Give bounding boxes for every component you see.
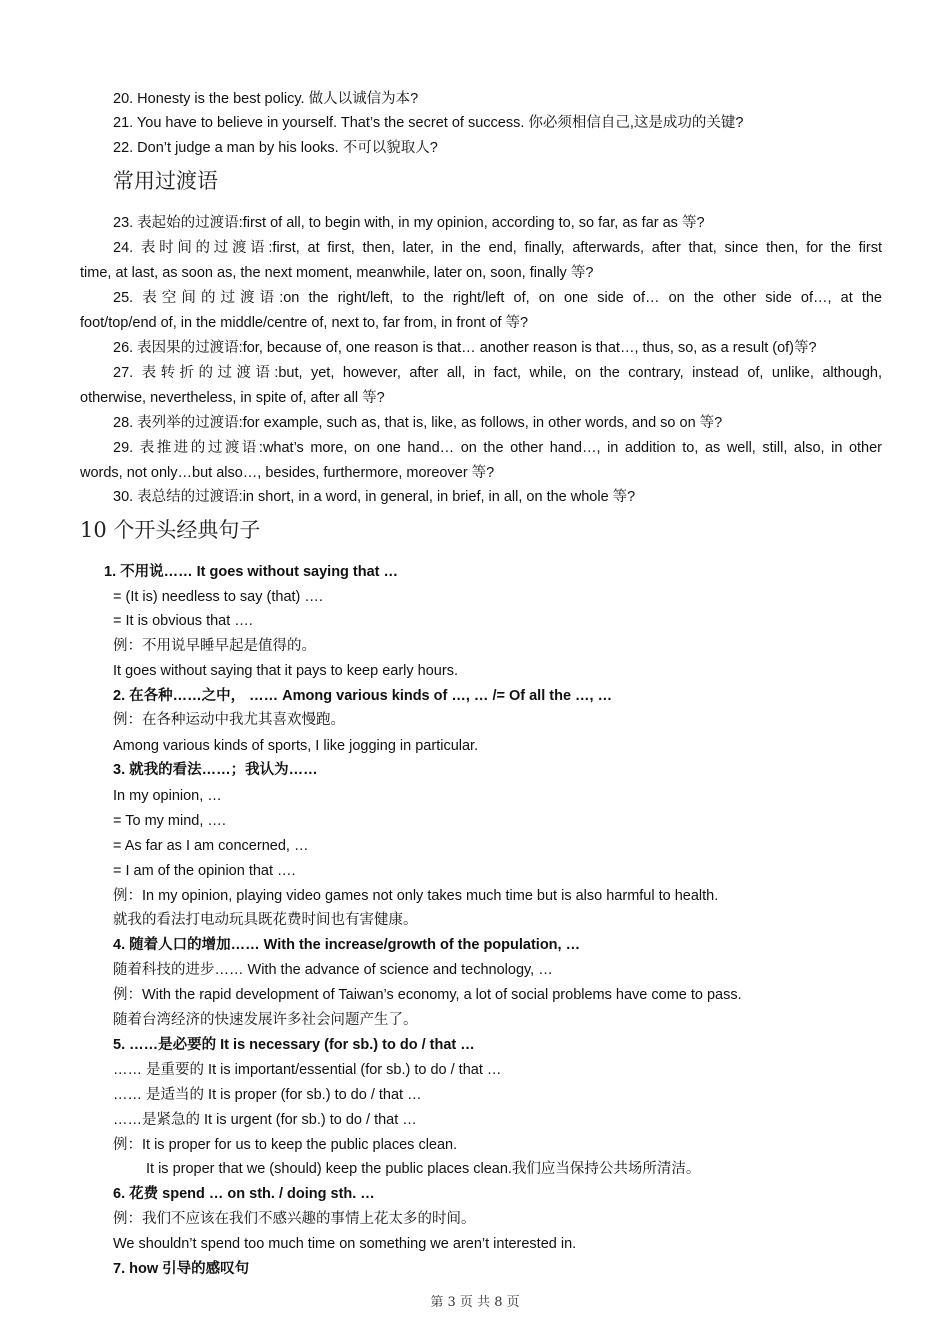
opener-example: 例：我们不应该在我们不感兴趣的事情上花太多的时间。 [113,1211,476,1227]
transition-item-26: 26. 表因果的过渡语:for, because of, one reason is that… another reason is that…, thus, so, as a result (of)等? [113,340,817,356]
transition-item-24-cont: time, at last, as soon as, the next moment, meanwhile, later on, soon, finally 等? [80,265,594,281]
proverb-21: 21. You have to believe in yourself. That’s the secret of success. 你必须相信自己,这是成功的关键? [113,115,744,131]
opener-line: It is proper that we (should) keep the public places clean.我们应当保持公共场所清洁。 [146,1161,701,1177]
opener-line: = I am of the opinion that …. [113,863,296,879]
transition-item-28: 28. 表列举的过渡语:for example, such as, that is, like, as follows, in other words, and so on 等? [113,415,723,431]
opener-line: 就我的看法打电动玩具既花费时间也有害健康。 [113,912,418,928]
opener-heading-7: 7. how 引导的感叹句 [113,1261,250,1277]
opener-line: = To my mind, …. [113,813,226,829]
page-number-footer: 第 3 页 共 8 页 [430,1295,520,1310]
opener-heading-3: 3. 就我的看法……；我认为…… [113,762,318,778]
opener-line: 随着台湾经济的快速发展许多社会问题产生了。 [113,1012,418,1028]
opener-heading-6: 6. 花费 spend … on sth. / doing sth. … [113,1186,375,1202]
opener-example: 例：In my opinion, playing video games not only takes much time but is also harmful to health. [113,888,719,904]
proverb-20: 20. Honesty is the best policy. 做人以诚信为本? [113,91,419,107]
transition-item-27-cont: otherwise, nevertheless, in spite of, after all 等? [80,390,385,406]
opener-line: In my opinion, … [113,788,222,804]
transition-item-29: 29. 表推进的过渡语:what’s more, on one hand… on the other hand…, in addition to, as well, still, also, in other [113,440,882,456]
opener-line: ……是紧急的 It is urgent (for sb.) to do / that … [113,1112,417,1128]
opener-heading-1: 1. 不用说…… It goes without saying that … [104,564,399,580]
opener-heading-2: 2. 在各种……之中， …… Among various kinds of …, … /= Of all the …, … [113,688,613,704]
opener-line: = It is obvious that …. [113,613,253,629]
opener-line: …… 是重要的 It is important/essential (for sb.) to do / that … [113,1062,502,1078]
section-heading-transitions: 常用过渡语 [113,169,218,193]
section-heading-openers: 10 个开头经典句子 [80,518,261,542]
opener-example: 例：在各种运动中我尤其喜欢慢跑。 [113,712,345,728]
transition-item-27: 27. 表转折的过渡语:but, yet, however, after all, in fact, while, on the contrary, instead of, unlike, although, [113,365,882,381]
transition-item-25-cont: foot/top/end of, in the middle/centre of, next to, far from, in front of 等? [80,315,529,331]
transition-item-29-cont: words, not only…but also…, besides, furthermore, moreover 等? [80,465,495,481]
transition-item-25: 25. 表空间的过渡语:on the right/left, to the right/left of, on one side of… on the other side of…, at the [113,290,882,306]
opener-line: …… 是适当的 It is proper (for sb.) to do / that … [113,1087,422,1103]
opener-example: 例：It is proper for us to keep the public places clean. [113,1137,458,1153]
opener-heading-5: 5. ……是必要的 It is necessary (for sb.) to do / that … [113,1037,475,1053]
transition-item-24: 24. 表时间的过渡语:first, at first, then, later, in the end, finally, afterwards, after that, since then, for the first [113,240,882,256]
opener-line: We shouldn’t spend too much time on something we aren’t interested in. [113,1236,577,1252]
proverb-22: 22. Don’t judge a man by his looks. 不可以貌取人? [113,140,438,156]
opener-heading-4: 4. 随着人口的增加…… With the increase/growth of the population, … [113,937,581,953]
opener-example: 例：不用说早睡早起是值得的。 [113,638,316,654]
opener-line: = As far as I am concerned, … [113,838,309,854]
transition-item-30: 30. 表总结的过渡语:in short, in a word, in general, in brief, in all, on the whole 等? [113,489,636,505]
opener-example: 例：With the rapid development of Taiwan’s economy, a lot of social problems have come to pass. [113,987,742,1003]
opener-line: 随着科技的进步…… With the advance of science and technology, … [113,962,553,978]
opener-line: It goes without saying that it pays to keep early hours. [113,663,458,679]
opener-line: Among various kinds of sports, I like jogging in particular. [113,738,479,754]
transition-item-23: 23. 表起始的过渡语:first of all, to begin with, in my opinion, according to, so far, as far as 等? [113,215,705,231]
opener-line: = (It is) needless to say (that) …. [113,589,323,605]
